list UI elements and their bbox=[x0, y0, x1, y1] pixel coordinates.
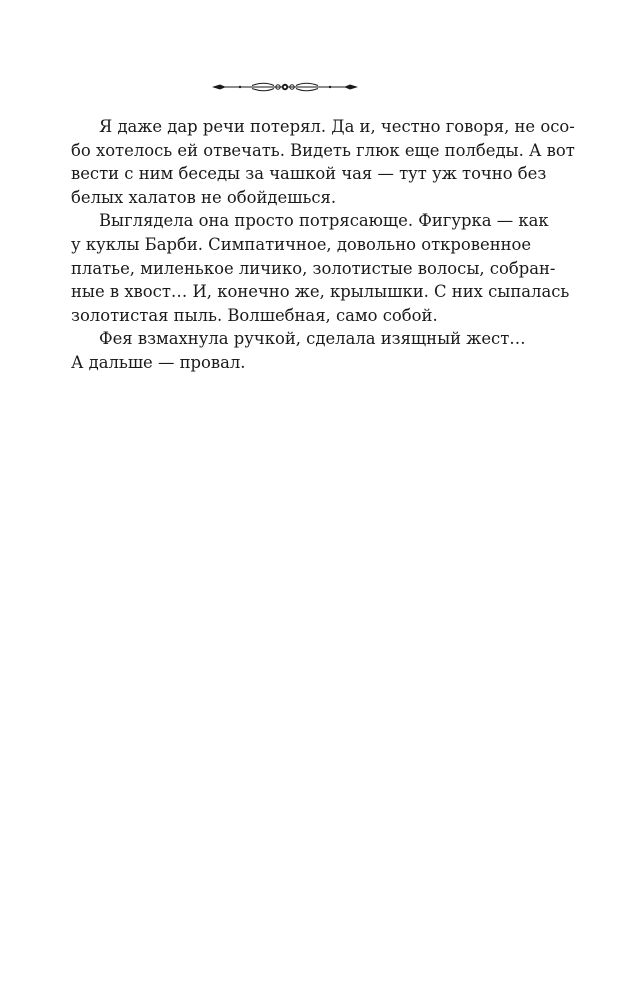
text-line: Выглядела она просто потрясающе. Фигурка — как bbox=[99, 211, 549, 231]
text-line: А дальше — провал. bbox=[71, 352, 246, 372]
text-line: вести с ним беседы за чашкой чая — тут уж точно без bbox=[71, 164, 547, 184]
text-line: Фея взмахнула ручкой, сделала изящный жест… bbox=[99, 329, 526, 349]
decorative-divider-icon bbox=[212, 78, 358, 96]
text-line: ные в хвост… И, конечно же, крылышки. С них сыпалась bbox=[71, 282, 570, 302]
paragraph-2 bbox=[71, 209, 570, 327]
text-line: белых халатов не обойдешься. bbox=[71, 187, 337, 207]
paragraph-3 bbox=[71, 327, 526, 374]
text-line: платье, миленькое личико, золотистые волосы, собран- bbox=[71, 258, 556, 278]
body-text bbox=[71, 115, 575, 375]
paragraph-1 bbox=[71, 115, 575, 209]
text-line: золотистая пыль. Волшебная, само собой. bbox=[71, 305, 438, 325]
text-line: Я даже дар речи потерял. Да и, честно говоря, не осо- bbox=[99, 117, 575, 136]
text-line: бо хотелось ей отвечать. Видеть глюк еще полбеды. А вот bbox=[71, 140, 575, 160]
text-line: у куклы Барби. Симпатичное, довольно откровенное bbox=[71, 234, 532, 254]
